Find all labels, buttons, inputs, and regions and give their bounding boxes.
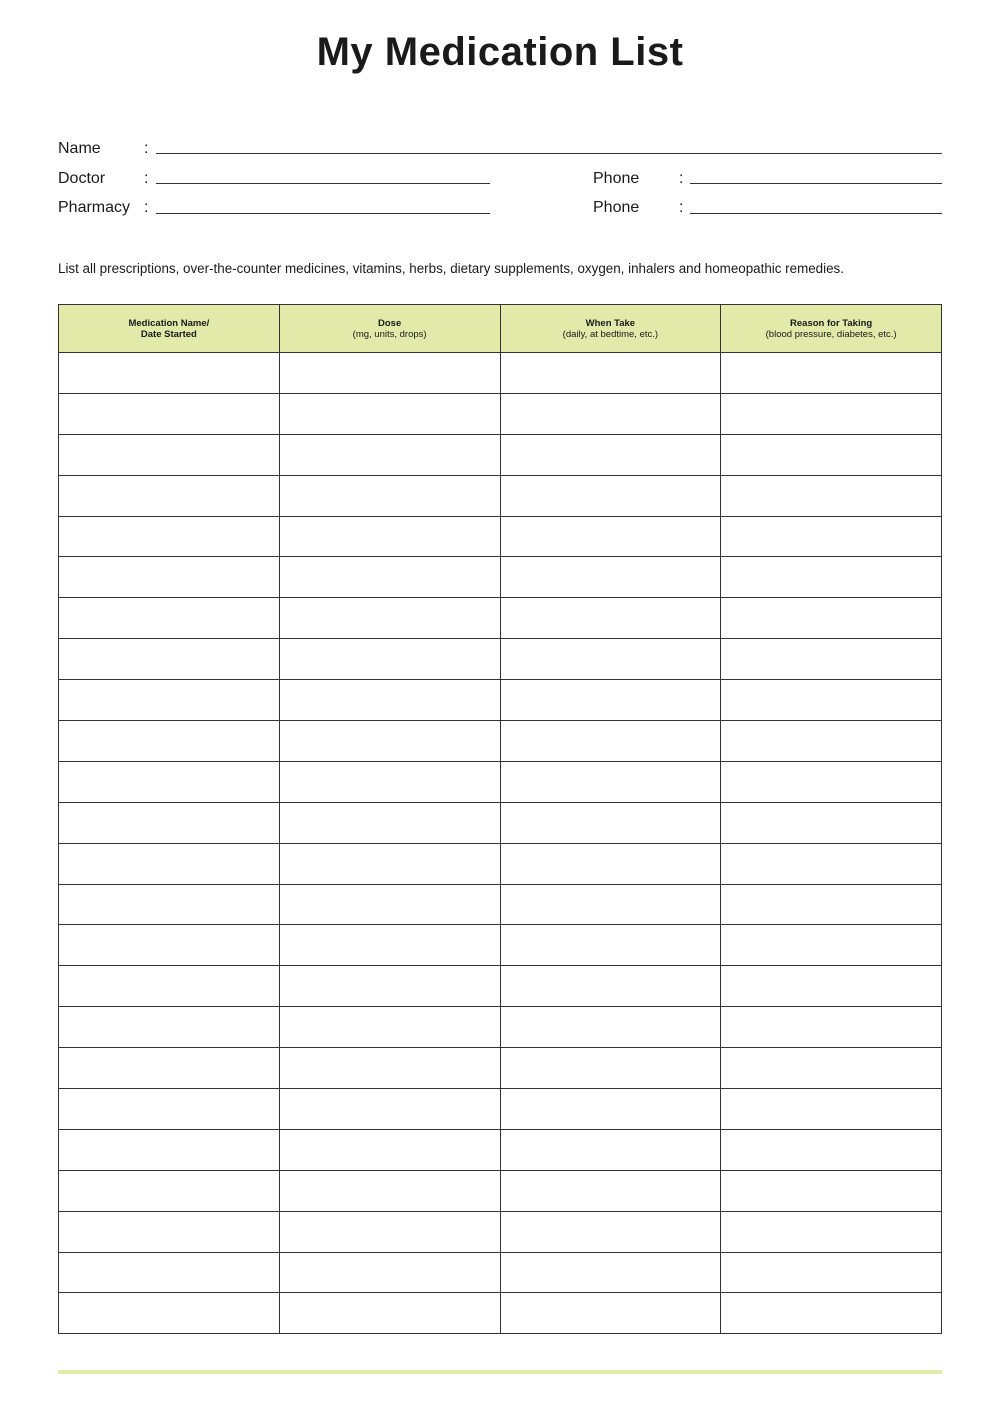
medication-cell[interactable]: [59, 1007, 280, 1048]
table-row: [59, 761, 942, 802]
dose-cell[interactable]: [279, 598, 500, 639]
when-take-cell[interactable]: [500, 1048, 721, 1089]
table-body: [59, 353, 942, 1334]
doctor-colon: :: [144, 170, 149, 187]
column-title: Medication Name/: [128, 317, 210, 329]
medication-cell[interactable]: [59, 802, 280, 843]
dose-cell[interactable]: [279, 761, 500, 802]
when-take-cell[interactable]: [500, 1293, 721, 1334]
medication-cell[interactable]: [59, 434, 280, 475]
column-header-dose: [279, 305, 500, 353]
table-row: [59, 475, 942, 516]
reason-cell[interactable]: [721, 802, 942, 843]
reason-cell[interactable]: [721, 843, 942, 884]
pharmacy-field[interactable]: [156, 213, 490, 214]
table-row: [59, 802, 942, 843]
table-row: [59, 721, 942, 762]
when-take-cell[interactable]: [500, 1211, 721, 1252]
medication-cell[interactable]: [59, 557, 280, 598]
medication-cell[interactable]: [59, 1293, 280, 1334]
pharmacy-colon: :: [144, 199, 149, 216]
reason-cell[interactable]: [721, 353, 942, 394]
dose-cell[interactable]: [279, 1211, 500, 1252]
when-take-cell[interactable]: [500, 884, 721, 925]
dose-cell[interactable]: [279, 1089, 500, 1130]
when-take-cell[interactable]: [500, 639, 721, 680]
dose-cell[interactable]: [279, 434, 500, 475]
name-label: Name: [58, 140, 101, 157]
when-take-cell[interactable]: [500, 721, 721, 762]
table-row: [59, 884, 942, 925]
medication-cell[interactable]: [59, 843, 280, 884]
when-take-cell[interactable]: [500, 1007, 721, 1048]
table-row: [59, 1211, 942, 1252]
pharmacy-phone-field[interactable]: [690, 213, 942, 214]
table-row: [59, 434, 942, 475]
dose-cell[interactable]: [279, 639, 500, 680]
table-row: [59, 1293, 942, 1334]
doctor-phone-label: Phone: [593, 170, 640, 187]
dose-cell[interactable]: [279, 802, 500, 843]
reason-cell[interactable]: [721, 1089, 942, 1130]
medication-cell[interactable]: [59, 1170, 280, 1211]
medication-cell[interactable]: [59, 966, 280, 1007]
table-row: [59, 557, 942, 598]
medication-table: [58, 304, 942, 1334]
table-row: [59, 1129, 942, 1170]
doctor-phone-field[interactable]: [690, 183, 942, 184]
reason-cell[interactable]: [721, 1211, 942, 1252]
reason-cell[interactable]: [721, 1129, 942, 1170]
dose-cell[interactable]: [279, 721, 500, 762]
column-title: When Take: [585, 317, 636, 329]
table-row: [59, 353, 942, 394]
dose-cell[interactable]: [279, 1129, 500, 1170]
dose-cell[interactable]: [279, 884, 500, 925]
when-take-cell[interactable]: [500, 1129, 721, 1170]
column-header-reason: [721, 305, 942, 353]
dose-cell[interactable]: [279, 557, 500, 598]
reason-cell[interactable]: [721, 393, 942, 434]
column-header-medication: [59, 305, 280, 353]
name-colon: :: [144, 140, 149, 157]
when-take-cell[interactable]: [500, 393, 721, 434]
column-title: Reason for Taking: [790, 317, 873, 329]
dose-cell[interactable]: [279, 925, 500, 966]
reason-cell[interactable]: [721, 925, 942, 966]
dose-cell[interactable]: [279, 680, 500, 721]
column-subtitle: (mg, units, drops): [352, 328, 427, 340]
when-take-cell[interactable]: [500, 1089, 721, 1130]
reason-cell[interactable]: [721, 884, 942, 925]
medication-cell[interactable]: [59, 598, 280, 639]
when-take-cell[interactable]: [500, 1252, 721, 1293]
medication-cell[interactable]: [59, 475, 280, 516]
reason-cell[interactable]: [721, 1252, 942, 1293]
medication-cell[interactable]: [59, 639, 280, 680]
column-subtitle: (daily, at bedtime, etc.): [562, 328, 659, 340]
reason-cell[interactable]: [721, 680, 942, 721]
when-take-cell[interactable]: [500, 680, 721, 721]
doctor-field[interactable]: [156, 183, 490, 184]
when-take-cell[interactable]: [500, 761, 721, 802]
when-take-cell[interactable]: [500, 843, 721, 884]
when-take-cell[interactable]: [500, 434, 721, 475]
name-field[interactable]: [156, 153, 942, 154]
pharmacy-phone-label: Phone: [593, 199, 640, 216]
reason-cell[interactable]: [721, 761, 942, 802]
table-row: [59, 639, 942, 680]
when-take-cell[interactable]: [500, 516, 721, 557]
medication-cell[interactable]: [59, 393, 280, 434]
table-row: [59, 1007, 942, 1048]
medication-cell[interactable]: [59, 353, 280, 394]
dose-cell[interactable]: [279, 1007, 500, 1048]
table-row: [59, 966, 942, 1007]
doctor-label: Doctor: [58, 170, 106, 187]
reason-cell[interactable]: [721, 639, 942, 680]
reason-cell[interactable]: [721, 434, 942, 475]
dose-cell[interactable]: [279, 1293, 500, 1334]
table-row: [59, 1089, 942, 1130]
reason-cell[interactable]: [721, 516, 942, 557]
reason-cell[interactable]: [721, 1293, 942, 1334]
when-take-cell[interactable]: [500, 802, 721, 843]
table-row: [59, 1048, 942, 1089]
column-subtitle: (blood pressure, diabetes, etc.): [765, 328, 897, 340]
column-header-when-take: [500, 305, 721, 353]
table-row: [59, 516, 942, 557]
doctor-phone-colon: :: [679, 170, 684, 187]
when-take-cell[interactable]: [500, 353, 721, 394]
table-row: [59, 393, 942, 434]
medication-cell[interactable]: [59, 761, 280, 802]
when-take-cell[interactable]: [500, 475, 721, 516]
dose-cell[interactable]: [279, 966, 500, 1007]
table-row: [59, 680, 942, 721]
medication-cell[interactable]: [59, 1089, 280, 1130]
when-take-cell[interactable]: [500, 925, 721, 966]
table-row: [59, 1252, 942, 1293]
medication-cell[interactable]: [59, 1211, 280, 1252]
when-take-cell[interactable]: [500, 598, 721, 639]
reason-cell[interactable]: [721, 966, 942, 1007]
when-take-cell[interactable]: [500, 966, 721, 1007]
page-title: My Medication List: [316, 30, 684, 74]
medication-cell[interactable]: [59, 680, 280, 721]
reason-cell[interactable]: [721, 557, 942, 598]
dose-cell[interactable]: [279, 1170, 500, 1211]
table-row: [59, 1170, 942, 1211]
medication-cell[interactable]: [59, 925, 280, 966]
column-title: Dose: [378, 317, 402, 329]
medication-cell[interactable]: [59, 721, 280, 762]
dose-cell[interactable]: [279, 516, 500, 557]
medication-cell[interactable]: [59, 1252, 280, 1293]
pharmacy-label: Pharmacy: [58, 199, 131, 216]
when-take-cell[interactable]: [500, 1170, 721, 1211]
column-subtitle: Date Started: [140, 328, 197, 340]
footer-bar: [58, 1370, 942, 1374]
dose-cell[interactable]: [279, 475, 500, 516]
dose-cell[interactable]: [279, 843, 500, 884]
reason-cell[interactable]: [721, 1048, 942, 1089]
dose-cell[interactable]: [279, 1252, 500, 1293]
table-row: [59, 925, 942, 966]
reason-cell[interactable]: [721, 1170, 942, 1211]
reason-cell[interactable]: [721, 721, 942, 762]
table-header-row: [59, 305, 942, 353]
dose-cell[interactable]: [279, 1048, 500, 1089]
reason-cell[interactable]: [721, 598, 942, 639]
medication-cell[interactable]: [59, 1129, 280, 1170]
table-row: [59, 598, 942, 639]
when-take-cell[interactable]: [500, 557, 721, 598]
instructions-text: List all prescriptions, over-the-counter medicines, vitamins, herbs, dietary supplements, oxygen, inhalers and homeopathic remedies.: [58, 261, 844, 276]
reason-cell[interactable]: [721, 475, 942, 516]
medication-cell[interactable]: [59, 516, 280, 557]
table-row: [59, 843, 942, 884]
medication-cell[interactable]: [59, 1048, 280, 1089]
dose-cell[interactable]: [279, 393, 500, 434]
pharmacy-phone-colon: :: [679, 199, 684, 216]
reason-cell[interactable]: [721, 1007, 942, 1048]
medication-cell[interactable]: [59, 884, 280, 925]
dose-cell[interactable]: [279, 353, 500, 394]
